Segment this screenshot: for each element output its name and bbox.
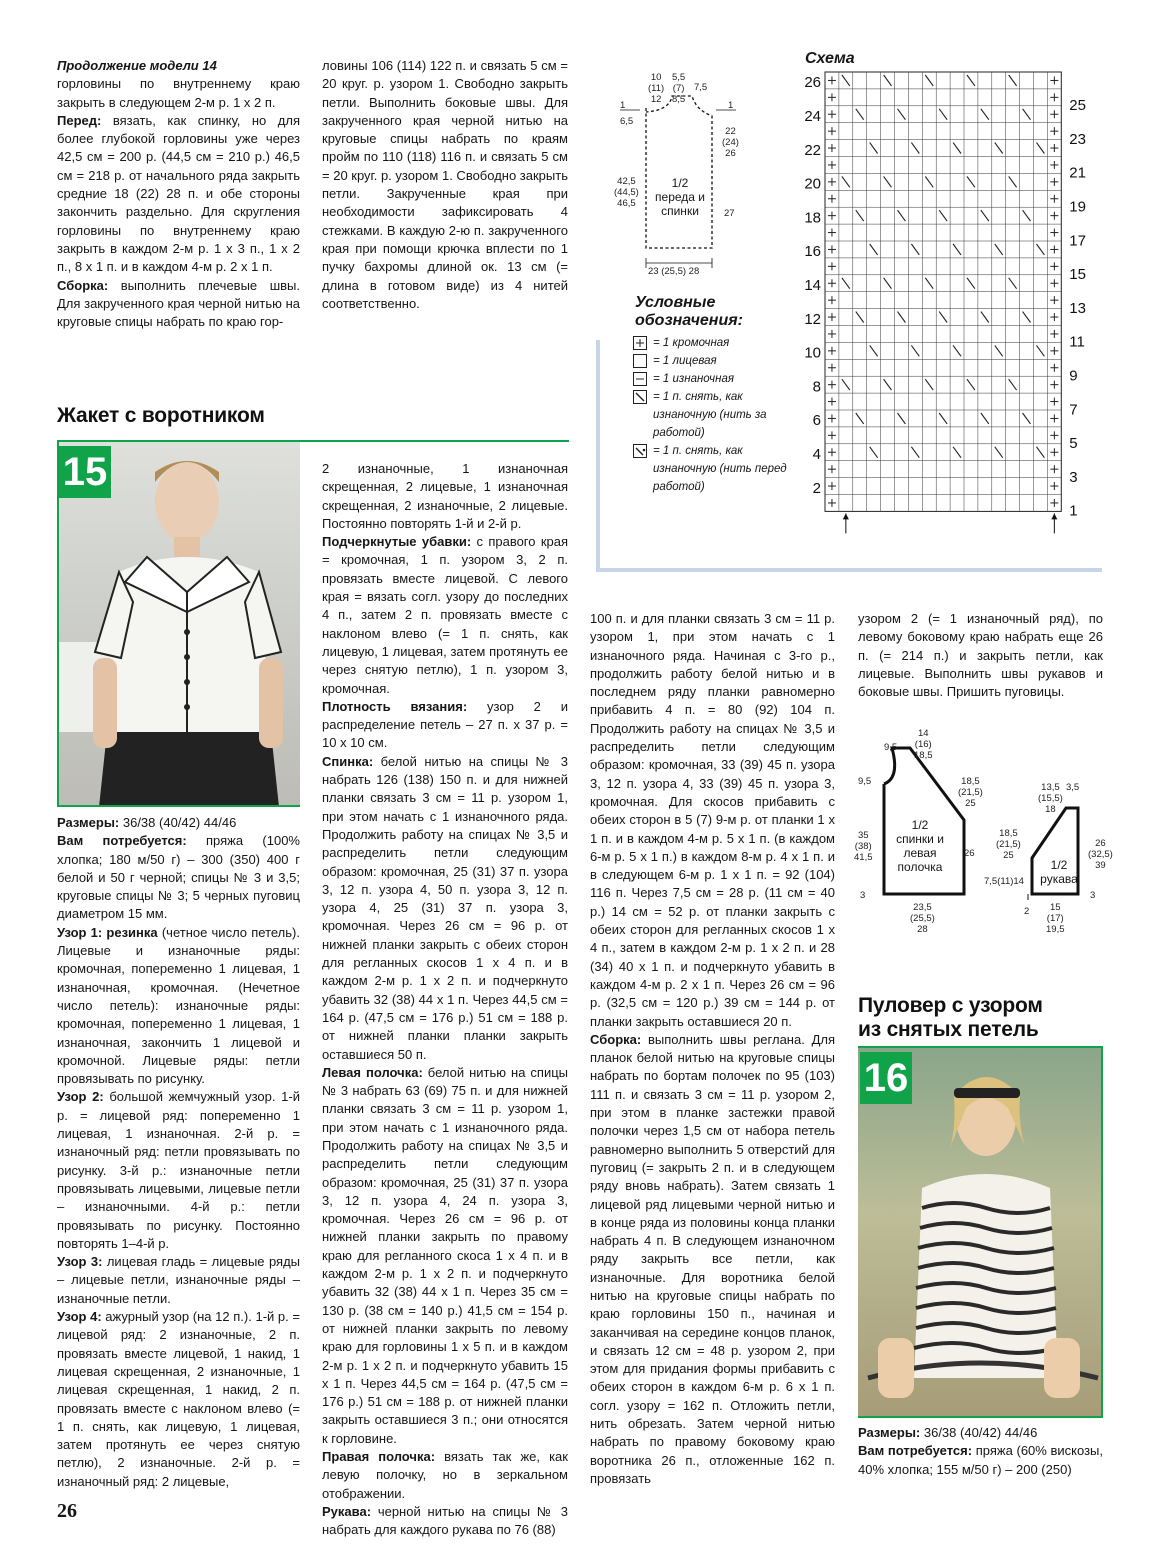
- dim: 26: [964, 848, 975, 859]
- model15-text: вязать так же, как левую полочку, но в зеркальном отображении.: [322, 1449, 568, 1501]
- model15-paragraph: [57, 1253, 300, 1308]
- model15-label: Подчеркнутые убавки:: [322, 534, 472, 550]
- model15-label: Узор 2:: [57, 1089, 104, 1105]
- dim: 1: [620, 100, 626, 111]
- model15-paragraph: [57, 814, 300, 832]
- legend-item-text: = 1 п. снять, как изнаночную (нить перед работой): [653, 445, 787, 493]
- pattern15-sleeve-label: 1/2 рукава: [1040, 858, 1078, 886]
- pattern14-label: 1/2 переда и спинки: [655, 176, 705, 218]
- row-number-left: 24: [804, 108, 821, 126]
- model15-paragraph: [858, 610, 1103, 701]
- dim: 7,5: [694, 82, 708, 93]
- model15-paragraph: [322, 753, 568, 1064]
- legend-item-text: = 1 п. снять, как изнаночную (нить за работой): [653, 391, 767, 439]
- row-number-left: 22: [804, 141, 821, 159]
- row-number-left: 4: [812, 446, 821, 464]
- model15-label: Спинка:: [322, 753, 374, 769]
- dim: 23,5 (25,5) 28: [910, 902, 935, 935]
- model15-paragraph: [322, 533, 568, 698]
- row-number-left: 14: [804, 277, 821, 295]
- model15-col3: [590, 610, 835, 1488]
- model15-text: белой нитью на спицы № 3 набрать 63 (69) 75 п. и для нижней планки связать 3 см = 11 р. узором 1, при этом начать с 1 изнаночного ряда. Продолжить работу на спицах № 3,5 и распределить петли следующим образом: кромочная, 25 (31) 37 п. узора 3, 12 п. узора 4, 24 п. узора 3, кромочная. Через 26 см = 96 р. от нижней планки закрыть по правому краю для регланного скоса 1 х 4 п. и в каждом 2-м р. 1 х 2 п. и подчеркнуто убавить 32 (38) 44 х 1 п. Через 35 см = 130 р. (38 см = 140 р.) 41,5 см = 154 р. от нижней планки закрыть по левому краю для горловины 1 х 5 п. и в каждом 2-м р. 1 х 2 п. и подчеркнуто убавить 15 х 1 п. Через 44,5 см = 164 р. (47,5 см = 176 р.) 51 см = 188 р. от нижней планки закрыть оставшиеся 3 п.; они относятся к горловине.: [322, 1064, 569, 1446]
- model16-paragraph: [858, 1424, 1103, 1442]
- model16-text: 36/38 (40/42) 44/46: [920, 1425, 1038, 1440]
- model15-paragraph: [322, 1064, 568, 1448]
- dim: 5,5 (7) 8,5: [672, 72, 686, 105]
- knitting-chart: [795, 66, 1105, 540]
- row-number-right: 13: [1069, 299, 1086, 317]
- model16-text: пряжа (60% вискозы, 40% хлопка; 155 м/50 г) – 200 (250): [858, 1443, 1104, 1477]
- slash-symbol-icon: [633, 390, 647, 404]
- model14-label: Перед:: [57, 112, 102, 128]
- model16-paragraph: [858, 1442, 1103, 1479]
- model15-paragraph: [57, 1088, 300, 1253]
- model16-title: [858, 994, 1043, 1042]
- model14-continuation-col1: [57, 57, 300, 331]
- dim: 1: [728, 100, 734, 111]
- model15-text: выполнить швы реглана. Для планок белой нитью на круговые спицы набрать по бортам полочек по 95 (103) 111 п. и связать 3 см = 11 р. узором 2, при этом в планке застежки правой полочки через 1,5 см от набора петель равномерно выполнить 5 отверстий для пуговиц (= закрыть 2 п. и в следующем ряду вновь набрать). Затем связать 1 лицевой ряд лицевыми черной нитью и в конце ряда из половины конца планки набрать 4 п. В следующем изнаночном ряду закрыть все петли, как изнаночные. Для воротника белой нитью на круговые спицы набрать по краю горловины 150 п., начиная и заканчивая на середине концов планок, и связать 12 см = 48 р. узором 2, при этом для придания формы прибавить с обеих сторон в каждом 6-м р. 6 х 1 п. согл. узору = 162 п. Отложить петли, нить обрезать. Затем черной нитью набрать по правому боковому краю воротника 26 п., отложенные 162 п. провязать: [590, 1031, 835, 1486]
- schema-title: Схема: [805, 50, 855, 67]
- dim: 3,5: [1066, 782, 1080, 793]
- model16-title-line2: из снятых петель: [858, 1018, 1039, 1041]
- pattern15-front-label: 1/2 спинки и левая полочка: [896, 818, 944, 874]
- model14-text: Продолжение модели 14: [57, 58, 217, 73]
- dim: 14 (16) 18,5: [914, 728, 933, 761]
- model14-text: вязать, как спинку, но для более глубокой горловины уже через 42,5 см = 200 р. (44,5 см = 210 р.) 46,5 см = 218 р. от начального ряда закрыть средние 18 (22) 28 п. и обе стороны закончить раздельно. Для скругления горловины по внутреннему краю закрыть в каждом 2-м р. 1 х 3 п., 1 х 2 п., 8 х 1 п. и в каждом 4-м р. 2 х 1 п.: [57, 112, 300, 275]
- row-number-left: 20: [804, 175, 821, 193]
- model16-number-badge: 16: [860, 1052, 912, 1104]
- model15-text: пряжа (100% хлопка; 180 м/50 г) – 300 (350) 400 г белой и 50 г черной; спицы № 3 и 3,5; круговые спицы № 3; 5 черных пуговиц диаметром 15 мм.: [57, 833, 300, 922]
- legend-item-text: = 1 изнаночная: [653, 373, 734, 385]
- model15-paragraph: [57, 924, 300, 1089]
- row-number-left: 18: [804, 209, 821, 227]
- row-number-left: 16: [804, 243, 821, 261]
- page-number: 26: [57, 1500, 77, 1522]
- model15-paragraph: [322, 1448, 568, 1503]
- legend-item-text: = 1 лицевая: [653, 355, 717, 367]
- model15-text: узором 2 (= 1 изнаночный ряд), по левому боковому краю набрать еще 26 п. (= 214 п.) и закрыть петли, как лицевые. Выполнить швы рукавов и боковые швы. Пришить пуговицы.: [858, 611, 1103, 700]
- row-number-right: 21: [1069, 164, 1086, 182]
- model15-text: большой жемчужный узор. 1-й р. = лицевой ряд: попеременно 1 лицевая, 1 изнаночная. 2-й р. = изнаночный ряд: петли провязывать по рисунку. 3-й р.: изнаночные петли провязывать лицевыми, лицевые петли – изнаночными. 4-й р.: петли провязывать по рисунку. Постоянно повторять 1–4-й р.: [57, 1089, 300, 1251]
- model15-text: черной нитью на спицы № 3 набрать для каждого рукава по 76 (88): [322, 1503, 568, 1538]
- dim: 23 (25,5) 28: [648, 266, 700, 277]
- dim: 13,5 (15,5) 18: [1038, 782, 1063, 815]
- dim: 27: [724, 208, 735, 219]
- model15-label: Узор 3:: [57, 1254, 103, 1270]
- model15-text: с правого края = кромочная, 1 п. узором 3, 2 п. провязать вместе лицевой. С левого края = вязать согл. узору до последних 4 п., затем 2 п. провязать вместе с наклоном влево (= 1 п. снять, как лицевую, 1 лицевая, затем протянуть ее через снятую петлю), 1 п. узором 3, кромочная.: [322, 534, 569, 696]
- model15-text: 100 п. и для планки связать 3 см = 11 р. узором 1, при этом начать с 1 изнаночного ряда. Начиная с 3-го р., продолжить работу белой нитью и в последнем ряду планки равномерно прибавить 4 п. = 80 (92) 104 п. Продолжить работу на спицах № 3,5 и распределить петли следующим образом: кромочная, 33 (39) 45 п. узора 3, 12 п. узора 4, 33 (39) 45 п. узора 3, кромочная. Для скосов прибавить с обеих сторон в 5 (7) 9-м р. от планки 1 х 1 п. и в каждом 4-м р. 5 х 1 п. (в каждом 6-м р. 5 х 1 п.) в каждом 8-м р. 4 х 1 п. и в следующем 6-м р. 1 х 1 п. = 92 (104) 116 п. Через 7,5 см = 28 р. (11 см = 40 р.) 14 см = 52 р. от планки закрыть с обеих сторон для регланных скосов 1 х 4 п., затем в каждом 2-м р. 1 х 2 п. и 28 (34) 40 х 1 п. и подчеркнуто убавить в каждом 4-м р. 2 х 1 п. Через 26 см = 96 р. (32,5 см = 120 р.) 39 см = 144 р. от планки закрыть оставшиеся 20 п.: [590, 611, 835, 1029]
- model15-paragraph: [322, 698, 568, 753]
- legend-item: [633, 370, 793, 388]
- plus-symbol-icon: [633, 336, 647, 350]
- model15-col2: [322, 460, 568, 1540]
- row-number-right: 19: [1069, 198, 1086, 216]
- model14-paragraph: [57, 57, 300, 75]
- dim: 26 (32,5) 39: [1088, 838, 1113, 871]
- model15-paragraph: [590, 610, 835, 1031]
- model15-text: ажурный узор (на 12 п.). 1-й р. = лицевой ряд: 2 изнаночные, 2 п. провязать вместе лицевой, 1 накид, 1 лицевая скрещенная, 2 изнаночные, 1 лицевая скрещенная, 1 накид, 2 п. провязать вместе с наклоном влево (= 1 п. снять, как лицевую, 1 лицевая, затем протянуть ее через снятую петлю), 2 изнаночные. 2-й р. = изнаночный ряд: 2 лицевые,: [57, 1309, 300, 1489]
- dim: 9,5: [884, 742, 898, 753]
- model15-label: Узор 1: резинка: [57, 924, 158, 940]
- dim: 15 (17) 19,5: [1046, 902, 1065, 935]
- row-number-left: 6: [812, 412, 821, 430]
- dim: 42,5 (44,5) 46,5: [614, 176, 639, 209]
- legend-item: [633, 334, 793, 352]
- row-number-right: 3: [1069, 468, 1078, 486]
- dim: 18,5 (21,5) 25: [996, 828, 1021, 861]
- row-number-right: 9: [1069, 367, 1078, 385]
- model16-label: Размеры:: [858, 1425, 921, 1440]
- row-number-right: 7: [1069, 401, 1078, 419]
- model15-text: 2 изнаночные, 1 изнаночная скрещенная, 2 лицевые, 1 изнаночная скрещенная, 2 изнаночные, 2 лицевые. Постоянно повторять 1-й и 2-й р.: [322, 461, 568, 531]
- model14-continuation-col2: [322, 57, 568, 313]
- model14-label: Сборка:: [57, 277, 109, 293]
- legend-title: Условные обозначения:: [635, 294, 743, 329]
- model15-label: Рукава:: [322, 1503, 372, 1519]
- blank-symbol-icon: [633, 354, 647, 368]
- model15-label: Узор 4:: [57, 1309, 102, 1325]
- model15-text: (четное число петель). Лицевые и изнаночные ряды: кромочная, попеременно 1 лицевая, 1 изнаночная, кромочная. (Нечетное число петель): изнаночные ряды: кромочная, попеременно 1 лицевая, 1 изнаночная, закончить 1 лицевой и кромочной. Лицевые ряды: петли провязывать по рисунку.: [57, 924, 300, 1087]
- model14-text: горловины по внутреннему краю закрыть в следующем 2-м р. 1 х 2 п.: [57, 76, 300, 110]
- row-number-left: 12: [804, 310, 821, 328]
- legend-item: [633, 388, 793, 442]
- dim: 35 (38) 41,5: [854, 830, 873, 863]
- dim: 3: [1090, 890, 1096, 901]
- model14-text: ловины 106 (114) 122 п. и связать 5 см = 20 круг. р. узором 1. Свободно закрыть петли. Выполнить боковые швы. Для закрученного края черной нитью на круговые спицы набрать по краям пройм по 110 (118) 116 п. и связать 5 см = 20 круг. р. узором 1. Свободно закрыть петли. Закрученные края при необходимости зафиксировать 4 стежками. В каждую 2-ю п. закрученного края при помощи крючка вплести по 1 пучку бахромы длиной ок. 13 см (= длина в готовом виде) из 4 нитей соответственно.: [322, 58, 568, 311]
- model15-number-badge: 15: [59, 446, 111, 498]
- pattern-14-diagram: [612, 68, 762, 288]
- row-number-left: 26: [804, 74, 821, 92]
- row-number-left: 2: [812, 479, 821, 497]
- model15-label: Размеры:: [57, 815, 120, 830]
- row-number-right: 1: [1069, 502, 1078, 520]
- model15-paragraph: [322, 460, 568, 533]
- pattern-15-diagram: [852, 728, 1112, 940]
- model15-label: Правая полочка:: [322, 1449, 436, 1465]
- model15-col1: [57, 814, 300, 1491]
- dim: 7,5(11)14: [984, 876, 1024, 887]
- model15-label: Сборка:: [590, 1031, 642, 1047]
- slashdot-symbol-icon: [633, 444, 647, 458]
- model15-text: лицевая гладь = лицевые ряды – лицевые петли, изнаночные ряды – изнаночные петли.: [57, 1254, 300, 1306]
- dim: 6,5: [620, 116, 634, 127]
- legend: [593, 294, 793, 574]
- model16-title-line1: Пуловер с узором: [858, 994, 1043, 1017]
- model14-paragraph: [57, 75, 300, 112]
- dim: 18,5 (21,5) 25: [958, 776, 983, 809]
- row-number-right: 15: [1069, 266, 1086, 284]
- model16-label: Вам потребуется:: [858, 1443, 973, 1459]
- dim: 9,5: [858, 776, 872, 787]
- dim: 22 (24) 26: [722, 126, 739, 159]
- model15-title: Жакет с воротником: [57, 404, 265, 427]
- row-number-right: 17: [1069, 232, 1086, 250]
- model15-text: белой нитью на спицы № 3 набрать 126 (138) 150 п. и для нижней планки связать 3 см = 11 р. узором 1, при этом начать с 1 изнаночного ряда. Продолжить работу на спицах № 3,5 и распределить петли следующим образом: кромочная, 25 (31) 37 п. узора 3, 12 п. узора 4, 50 п. узора 3, 12 п. узора 4, 25 (31) 37 п. узора 3, кромочная. Через 26 см = 96 р. от нижней планки закрыть с обеих сторон для регланных скосов 1 х 4 п. и в каждом 2-м р. 1 х 2 п. и подчеркнуто убавить 32 (38) 44 х 1 п. Через 44,5 см = 164 р. (47,5 см = 176 р.) 51 см = 188 р. от нижней планки планки закрыть оставшиеся 50 п.: [322, 753, 568, 1062]
- model15-label: Вам потребуется:: [57, 833, 187, 849]
- model15-paragraph: [322, 1503, 568, 1540]
- row-number-right: 23: [1069, 130, 1086, 148]
- model14-text: выполнить плечевые швы. Для закрученного края черной нитью на круговые спицы набрать по краю гор-: [57, 277, 300, 330]
- legend-item: [633, 442, 793, 496]
- frame-divider: [596, 568, 1102, 572]
- model15-label: Левая полочка:: [322, 1064, 423, 1080]
- model15-col4: [858, 610, 1103, 701]
- model15-label: Плотность вязания:: [322, 698, 468, 714]
- model15-text: 36/38 (40/42) 44/46: [119, 815, 237, 830]
- row-number-right: 25: [1069, 97, 1086, 115]
- model15-paragraph: [590, 1031, 835, 1488]
- row-number-left: 10: [804, 344, 821, 362]
- legend-item-text: = 1 кромочная: [653, 337, 730, 349]
- dim: 10 (11) 12: [648, 72, 665, 105]
- frame-divider: [596, 340, 600, 572]
- minus-symbol-icon: [633, 372, 647, 386]
- dim: 3: [860, 890, 866, 901]
- row-number-right: 11: [1069, 333, 1085, 351]
- model14-paragraph: [57, 112, 300, 277]
- model15-paragraph: [57, 1308, 300, 1491]
- model15-paragraph: [57, 832, 300, 923]
- model14-paragraph: [57, 277, 300, 332]
- row-number-right: 5: [1069, 435, 1078, 453]
- model15-text: узор 2 и распределение петель – 27 п. х 37 р. = 10 х 10 см.: [322, 698, 568, 751]
- model16-text: [858, 1424, 1103, 1479]
- legend-item: [633, 352, 793, 370]
- dim: 2: [1024, 906, 1030, 917]
- row-number-left: 8: [812, 378, 821, 396]
